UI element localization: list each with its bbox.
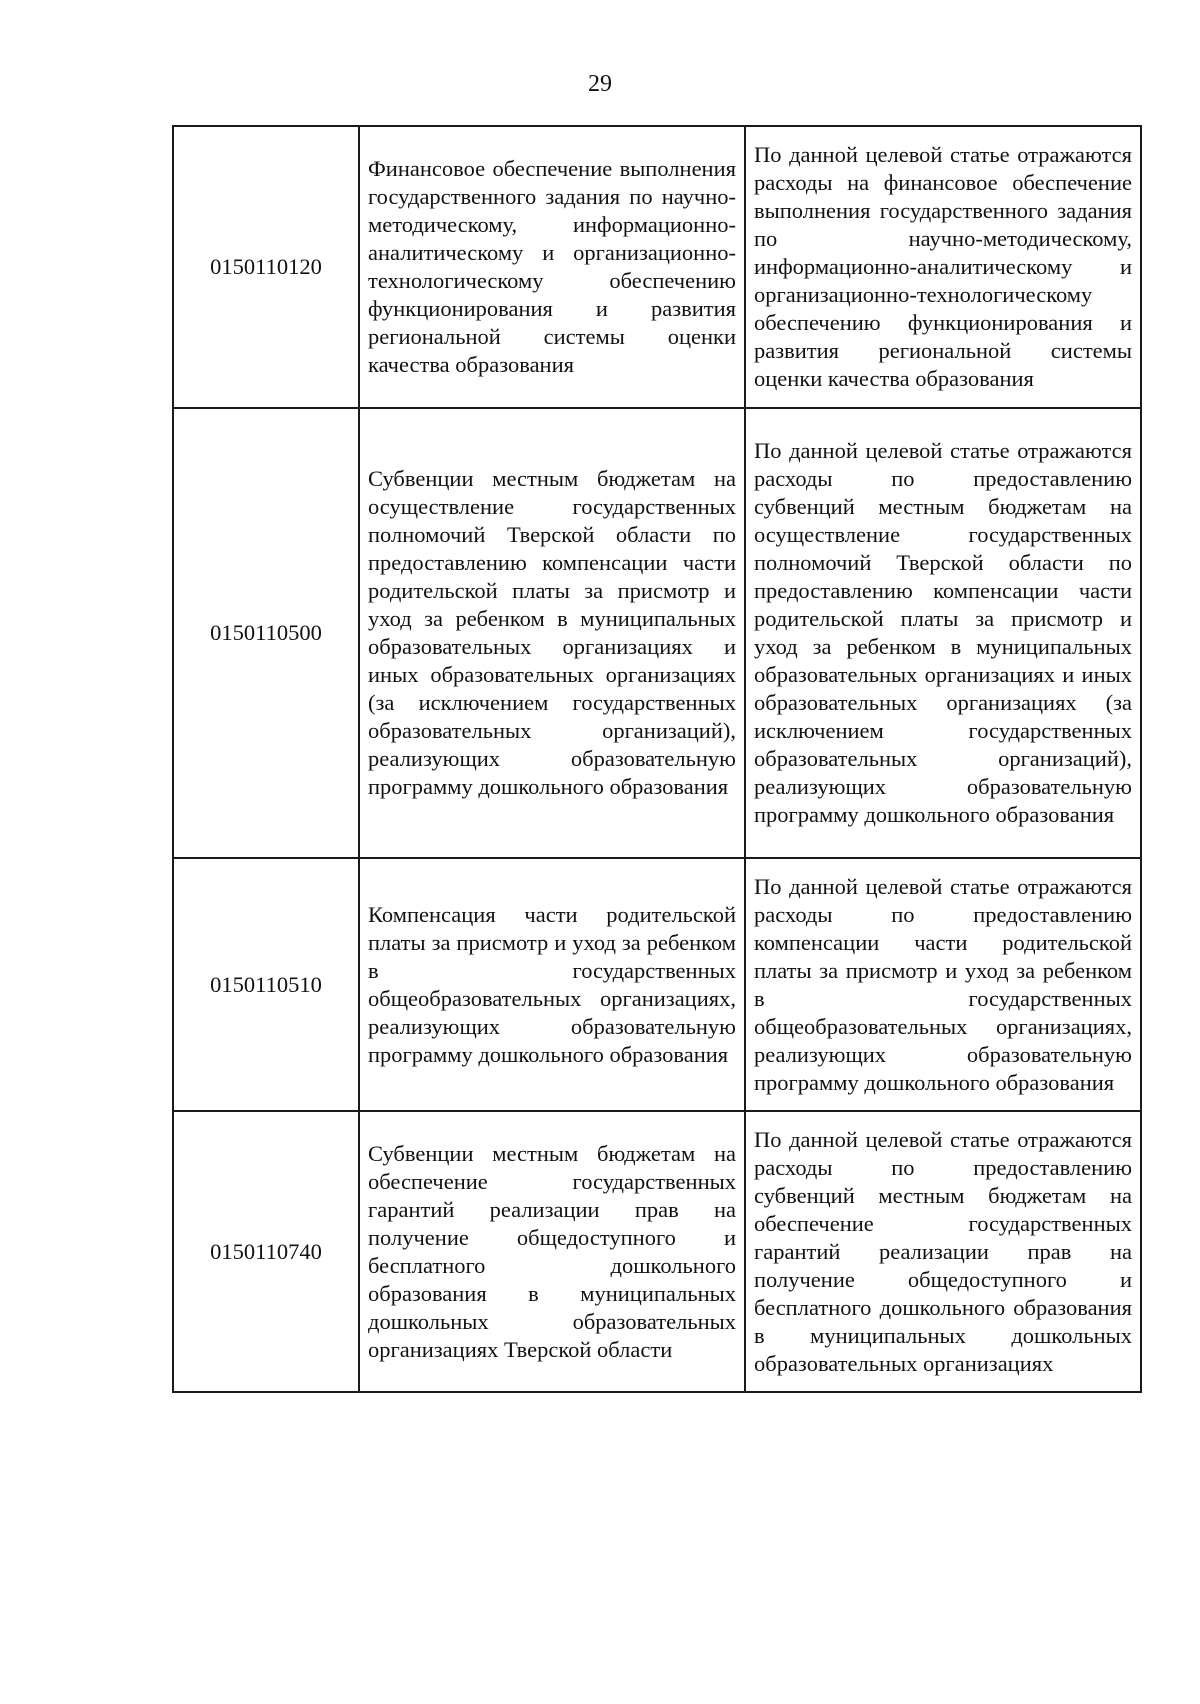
target-article-code: 0150110510 bbox=[173, 858, 359, 1111]
target-article-name: Субвенции местным бюджетам на обеспечение государственных гарантий реализации прав на получение общедоступного и бесплатного дошкольного образования в муниципальных дошкольных образовательных организациях Тверской области bbox=[359, 1111, 745, 1392]
table-row bbox=[173, 1111, 1141, 1392]
table-row bbox=[173, 408, 1141, 858]
target-article-code: 0150110500 bbox=[173, 408, 359, 858]
table-row bbox=[173, 858, 1141, 1111]
target-article-code: 0150110740 bbox=[173, 1111, 359, 1392]
target-article-name: Субвенции местным бюджетам на осуществление государственных полномочий Тверской области по предоставлению компенсации части родительской платы за присмотр и уход за ребенком в муниципальных образовательных организациях и иных образовательных организациях (за исключением государственных образовательных организаций), реализующих образовательную программу дошкольного образования bbox=[359, 408, 745, 858]
target-article-description: По данной целевой статье отражаются расходы по предоставлению субвенций местным бюджетам на обеспечение государственных гарантий реализации прав на получение общедоступного и бесплатного дошкольного образования в муниципальных дошкольных образовательных организациях bbox=[745, 1111, 1141, 1392]
target-article-description: По данной целевой статье отражаются расходы по предоставлению компенсации части родительской платы за присмотр и уход за ребенком в государственных общеобразовательных организациях, реализующих образовательную программу дошкольного образования bbox=[745, 858, 1141, 1111]
target-article-description: По данной целевой статье отражаются расходы по предоставлению субвенций местным бюджетам на осуществление государственных полномочий Тверской области по предоставлению компенсации части родительской платы за присмотр и уход за ребенком в муниципальных образовательных организациях и иных образовательных организациях (за исключением государственных образовательных организаций), реализующих образовательную программу дошкольного образования bbox=[745, 408, 1141, 858]
target-article-description: По данной целевой статье отражаются расходы на финансовое обеспечение выполнения государственного задания по научно-методическому, информационно-аналитическому и организационно-технологическому обеспечению функционирования и развития региональной системы оценки качества образования bbox=[745, 126, 1141, 408]
target-article-code: 0150110120 bbox=[173, 126, 359, 408]
page-number: 29 bbox=[588, 71, 612, 97]
target-article-name: Финансовое обеспечение выполнения государственного задания по научно-методическому, информационно-аналитическому и организационно-технологическому обеспечению функционирования и развития региональной системы оценки качества образования bbox=[359, 126, 745, 408]
table-row bbox=[173, 126, 1141, 408]
budget-classification-table bbox=[172, 125, 1142, 1393]
target-article-name: Компенсация части родительской платы за присмотр и уход за ребенком в государственных общеобразовательных организациях, реализующих образовательную программу дошкольного образования bbox=[359, 858, 745, 1111]
